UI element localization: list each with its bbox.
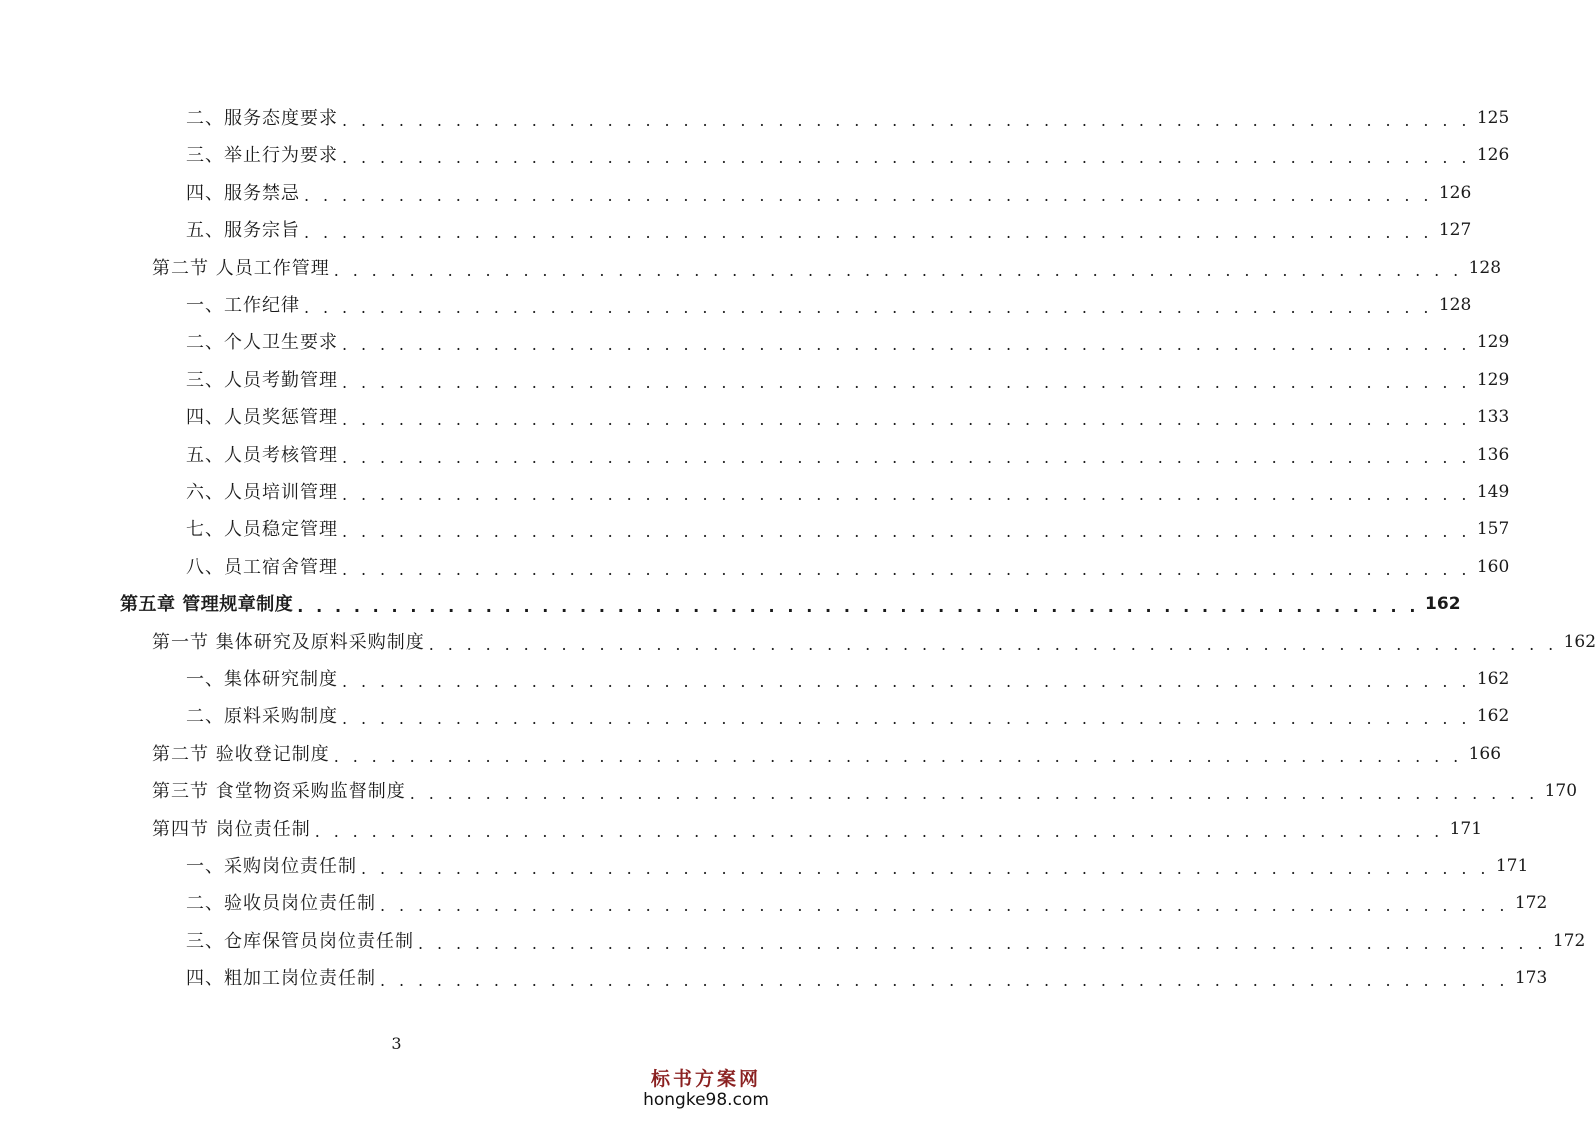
toc-entry-page: 173: [1514, 968, 1548, 989]
toc-dot-leader: . . . . . . . . . . . . . . . . . . . . . . . . . . . . . . . . . . . . . . . . . . . . . . . . . . . . . . . . . . . .: [342, 111, 1471, 130]
toc-entry: [186, 923, 1586, 960]
toc-entry-page: 149: [1476, 482, 1510, 502]
toc-entry-page: 136: [1476, 444, 1510, 465]
page-number: 3: [391, 1034, 402, 1053]
toc-dot-leader: . . . . . . . . . . . . . . . . . . . . . . . . . . . . . . . . . . . . . . . . . . . . . . . . . . . . . . . . . . . .: [304, 223, 1433, 243]
toc-dot-leader: . . . . . . . . . . . . . . . . . . . . . . . . . . . . . . . . . . . . . . . . . . . . . . . . . . . . . . . . . . . .: [342, 410, 1471, 430]
toc-entry-page: 126: [1438, 182, 1472, 203]
watermark-site-name: 标书方案网: [650, 1068, 761, 1090]
toc-entry: [186, 511, 1510, 548]
toc-dot-leader: . . . . . . . . . . . . . . . . . . . . . . . . . . . . . . . . . . . . . . . . . . . . . . . . . . . . . . . . . . . .: [314, 821, 1444, 841]
toc-entry: [186, 474, 1510, 511]
toc-entry: [152, 811, 1483, 848]
toc-entry-label: 五、服务宗旨: [186, 220, 300, 242]
toc-entry-page: 172: [1552, 930, 1586, 951]
toc-entry-label: 三、人员考勤管理: [186, 369, 338, 391]
toc-dot-leader: . . . . . . . . . . . . . . . . . . . . . . . . . . . . . . . . . . . . . . . . . . . . . . . . . . . . . . . . . . . .: [418, 933, 1547, 953]
toc-entry: [186, 399, 1510, 436]
toc-dot-leader: . . . . . . . . . . . . . . . . . . . . . . . . . . . . . . . . . . . . . . . . . . . . . . . . . . . . . . . . . . . .: [342, 672, 1471, 691]
toc-entry-label: 二、个人卫生要求: [186, 332, 338, 354]
toc-entry-label: 四、服务禁忌: [186, 182, 300, 204]
toc-entry: [120, 586, 1461, 623]
toc-dot-leader: . . . . . . . . . . . . . . . . . . . . . . . . . . . . . . . . . . . . . . . . . . . . . . . . . . . . . . . . . . . .: [361, 859, 1490, 878]
toc-entry-label: 一、集体研究制度: [186, 669, 338, 690]
toc-entry-label: 第三节 食堂物资采购监督制度: [152, 781, 406, 803]
toc-dot-leader: . . . . . . . . . . . . . . . . . . . . . . . . . . . . . . . . . . . . . . . . . . . . . . . . . . . . . . . . . . . .: [342, 447, 1471, 467]
toc-entry-label: 六、人员培训管理: [186, 482, 338, 503]
toc-dot-leader: . . . . . . . . . . . . . . . . . . . . . . . . . . . . . . . . . . . . . . . . . . . . . . . . . . . . . . . . . . . .: [297, 597, 1420, 617]
toc-dot-leader: . . . . . . . . . . . . . . . . . . . . . . . . . . . . . . . . . . . . . . . . . . . . . . . . . . . . . . . . . . . .: [380, 896, 1509, 916]
toc-entry-label: 四、人员奖惩管理: [186, 407, 338, 429]
toc-entry-page: 162: [1563, 631, 1596, 652]
toc-entry: [152, 250, 1502, 287]
toc-entry-page: 129: [1476, 369, 1510, 390]
toc-entry: [186, 885, 1548, 922]
toc-entry-page: 172: [1514, 893, 1548, 914]
toc-dot-leader: . . . . . . . . . . . . . . . . . . . . . . . . . . . . . . . . . . . . . . . . . . . . . . . . . . . . . . . . . . . .: [342, 372, 1471, 392]
toc-entry: [186, 848, 1529, 885]
toc-dot-leader: . . . . . . . . . . . . . . . . . . . . . . . . . . . . . . . . . . . . . . . . . . . . . . . . . . . . . . . . . . . .: [342, 335, 1471, 355]
toc-entry-label: 第二节 人员工作管理: [152, 257, 330, 279]
toc-entry-label: 四、粗加工岗位责任制: [186, 968, 376, 990]
toc-entry-page: 162: [1425, 594, 1461, 615]
toc-entry: [152, 624, 1596, 661]
toc-entry: [152, 773, 1578, 810]
toc-dot-leader: . . . . . . . . . . . . . . . . . . . . . . . . . . . . . . . . . . . . . . . . . . . . . . . . . . . . . . . . . . . .: [333, 260, 1463, 280]
watermark-url: hongke98.com: [643, 1090, 769, 1110]
toc-entry-page: 128: [1438, 295, 1472, 315]
toc-entry-page: 126: [1476, 145, 1510, 166]
toc-entry-label: 二、原料采购制度: [186, 706, 338, 728]
toc-entry-page: 170: [1544, 781, 1578, 802]
toc-entry-page: 160: [1476, 556, 1510, 577]
toc-entry: [186, 549, 1510, 586]
toc-entry-label: 八、员工宿舍管理: [186, 556, 338, 578]
toc-entry: [186, 362, 1510, 399]
toc-entry-label: 一、采购岗位责任制: [186, 856, 357, 877]
toc-entry: [186, 287, 1472, 324]
toc-entry-label: 二、服务态度要求: [186, 108, 338, 129]
toc-entry: [186, 175, 1472, 212]
toc-entry-label: 二、验收员岗位责任制: [186, 893, 376, 915]
toc-entry-label: 第五章 管理规章制度: [120, 594, 294, 616]
toc-entry-label: 三、举止行为要求: [186, 145, 338, 167]
toc-entry-label: 一、工作纪律: [186, 295, 300, 316]
toc-entry-page: 133: [1476, 407, 1510, 428]
toc-dot-leader: . . . . . . . . . . . . . . . . . . . . . . . . . . . . . . . . . . . . . . . . . . . . . . . . . . . . . . . . . . . .: [342, 709, 1471, 729]
toc-entry-label: 第二节 验收登记制度: [152, 743, 330, 765]
toc-entry: [152, 736, 1502, 773]
toc-entry: [186, 212, 1472, 249]
toc-dot-leader: . . . . . . . . . . . . . . . . . . . . . . . . . . . . . . . . . . . . . . . . . . . . . . . . . . . . . . . . . . . .: [428, 634, 1558, 654]
toc-entry: [186, 324, 1510, 361]
toc-entry-page: 125: [1476, 108, 1510, 128]
toc-entry-page: 162: [1476, 706, 1510, 727]
toc-dot-leader: . . . . . . . . . . . . . . . . . . . . . . . . . . . . . . . . . . . . . . . . . . . . . . . . . . . . . . . . . . . .: [342, 522, 1471, 542]
toc-entry: [186, 437, 1510, 474]
toc-entry-page: 127: [1438, 220, 1472, 241]
toc-dot-leader: . . . . . . . . . . . . . . . . . . . . . . . . . . . . . . . . . . . . . . . . . . . . . . . . . . . . . . . . . . . .: [342, 148, 1471, 168]
toc-entry: [186, 960, 1548, 997]
toc-entry-label: 第四节 岗位责任制: [152, 818, 311, 840]
toc-dot-leader: . . . . . . . . . . . . . . . . . . . . . . . . . . . . . . . . . . . . . . . . . . . . . . . . . . . . . . . . . . . .: [342, 485, 1471, 504]
toc-dot-leader: . . . . . . . . . . . . . . . . . . . . . . . . . . . . . . . . . . . . . . . . . . . . . . . . . . . . . . . . . . . .: [380, 971, 1509, 991]
toc-dot-leader: . . . . . . . . . . . . . . . . . . . . . . . . . . . . . . . . . . . . . . . . . . . . . . . . . . . . . . . . . . . .: [304, 185, 1433, 205]
watermark-logo: [631, 1068, 781, 1110]
toc-entry-label: 三、仓库保管员岗位责任制: [186, 930, 414, 952]
toc-entry-page: 162: [1476, 669, 1510, 689]
toc-entry: [186, 698, 1510, 735]
toc-entry: [186, 661, 1510, 698]
toc-entry-page: 171: [1449, 818, 1483, 839]
toc-dot-leader: . . . . . . . . . . . . . . . . . . . . . . . . . . . . . . . . . . . . . . . . . . . . . . . . . . . . . . . . . . . .: [304, 298, 1433, 317]
toc-entry-label: 七、人员稳定管理: [186, 519, 338, 541]
toc-entry: [186, 137, 1510, 174]
toc-entry-page: 157: [1476, 519, 1510, 540]
toc-dot-leader: . . . . . . . . . . . . . . . . . . . . . . . . . . . . . . . . . . . . . . . . . . . . . . . . . . . . . . . . . . . .: [333, 746, 1463, 766]
toc-dot-leader: . . . . . . . . . . . . . . . . . . . . . . . . . . . . . . . . . . . . . . . . . . . . . . . . . . . . . . . . . . . .: [409, 784, 1539, 804]
toc-dot-leader: . . . . . . . . . . . . . . . . . . . . . . . . . . . . . . . . . . . . . . . . . . . . . . . . . . . . . . . . . . . .: [342, 559, 1471, 579]
toc-entry: [186, 100, 1510, 137]
toc-entry-label: 五、人员考核管理: [186, 444, 338, 466]
toc-entry-page: 128: [1468, 257, 1502, 278]
toc-entry-page: 129: [1476, 332, 1510, 353]
toc-entry-page: 166: [1468, 743, 1502, 764]
toc-entry-page: 171: [1495, 856, 1529, 876]
toc-entry-label: 第一节 集体研究及原料采购制度: [152, 631, 425, 653]
